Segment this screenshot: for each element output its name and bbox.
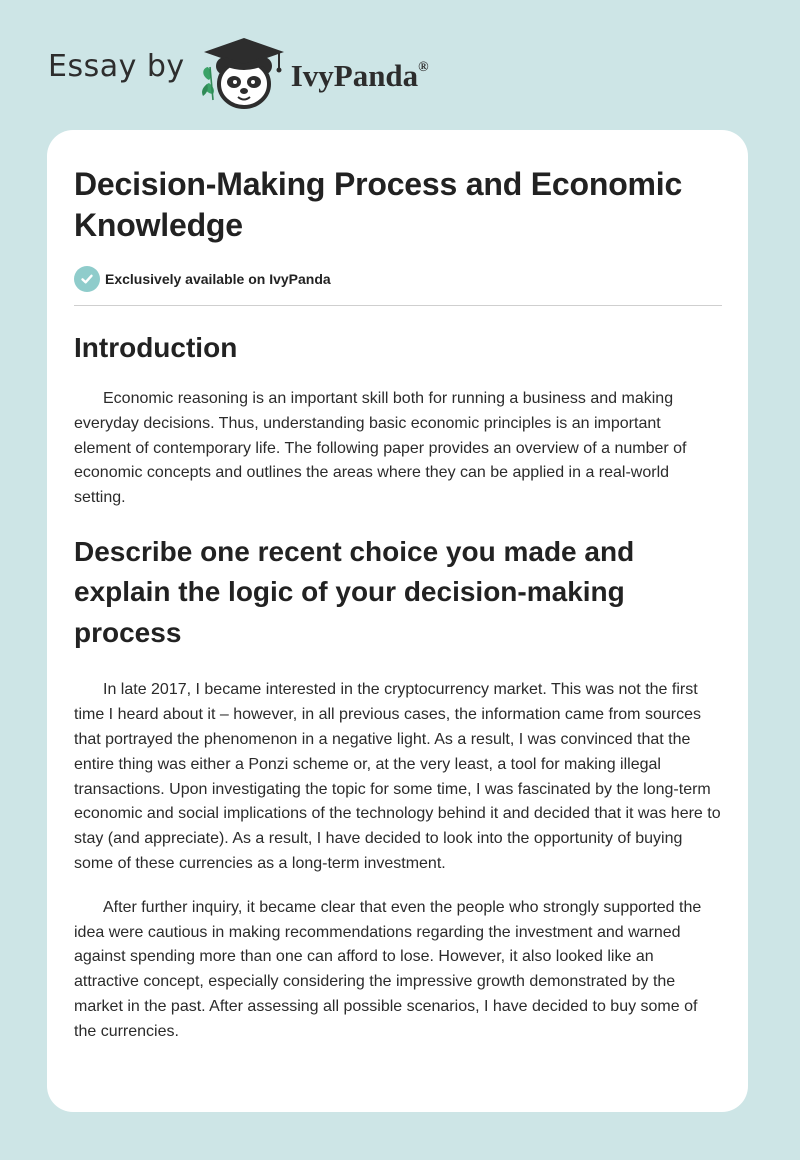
page-title: Decision-Making Process and Economic Knowledge bbox=[74, 166, 683, 243]
brand-name: IvyPanda® bbox=[290, 58, 429, 93]
paragraph: In late 2017, I became interested in the cryptocurrency market. This was not the first time I heard about it – however, in all previous cases, the information came from sources that portrayed the phenomenon in a negative light. As a result, I was convinced that the entire thing was either a Ponzi scheme or, at the very least, a tool for making illegal transactions. Upon investigating the topic for some time, I was fascinated by the long-term economic and social implications of the technology behind it and decided that it was here to stay (and appreciate). As a result, I have decided to look into the opportunity of buying some of these currencies as a long-term investment. bbox=[74, 681, 721, 873]
paragraph: Economic reasoning is an important skill both for running a business and making everyday decisions. Thus, understanding basic economic principles is an important element of contemporary life. The following paper provides an overview of a number of economic concepts and outlines the areas where they can be applied in a real-world setting. bbox=[74, 390, 687, 507]
essay-by-label: Essay by bbox=[48, 48, 185, 84]
ivypanda-logo[interactable] bbox=[201, 36, 429, 112]
section-heading: Describe one recent choice you made and explain the logic of your decision-making process bbox=[74, 535, 635, 648]
essay-card bbox=[47, 130, 748, 1112]
site-header bbox=[48, 34, 429, 114]
section-heading: Introduction bbox=[74, 332, 238, 363]
exclusive-label: Exclusively available on IvyPanda bbox=[105, 271, 331, 287]
panda-graduate-icon bbox=[201, 36, 287, 112]
exclusive-notice bbox=[74, 266, 722, 292]
title-divider bbox=[74, 305, 722, 306]
registered-mark: ® bbox=[418, 59, 429, 75]
check-icon bbox=[74, 266, 100, 292]
paragraph: After further inquiry, it became clear that even the people who strongly supported the idea were cautious in making recommendations regarding the investment and warned against spending more than one can afford to lose. However, it also looked like an attractive concept, especially considering the impressive growth demonstrated by the market in the past. After assessing all possible scenarios, I have decided to buy some of the currencies. bbox=[74, 898, 702, 1040]
